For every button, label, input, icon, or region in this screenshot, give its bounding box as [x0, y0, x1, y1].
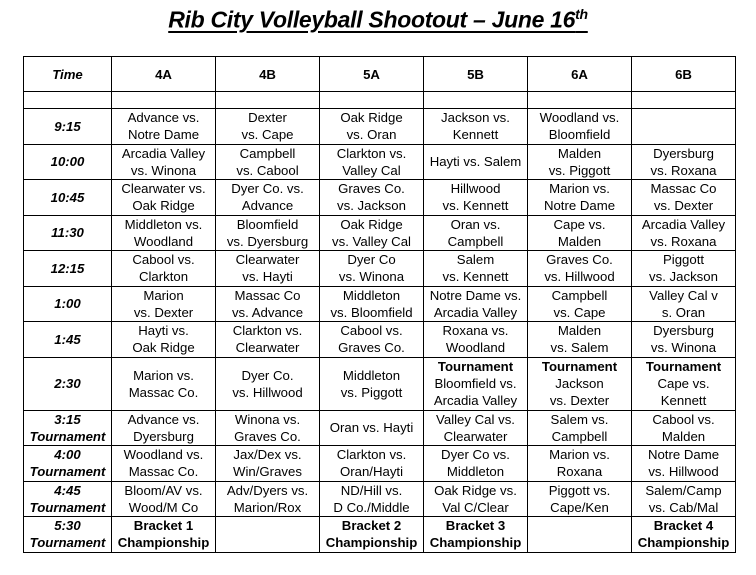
- page-title: [0, 6, 756, 34]
- header-5a: 5A: [320, 57, 424, 92]
- match-cell-5a: [320, 180, 424, 216]
- spacer-cell: [112, 92, 216, 109]
- match-text: Notre Dame: [647, 447, 720, 463]
- match-text: Dyersburg: [653, 145, 714, 161]
- match-text: Dyersburg: [653, 323, 714, 339]
- match-text: D Co./Middle: [333, 499, 410, 515]
- match-cell-5a: [320, 286, 424, 322]
- time-cell: [24, 481, 112, 517]
- match-text: Championship: [117, 535, 210, 551]
- match-text: Tournament: [541, 359, 618, 374]
- match-text: Jackson vs.: [441, 110, 510, 126]
- match-text: Marion vs.: [133, 367, 194, 383]
- spacer-cell: [632, 92, 736, 109]
- match-cell-5a: [320, 517, 424, 553]
- schedule-row: [24, 357, 736, 410]
- match-text: Graves Co.: [546, 252, 613, 268]
- match-text: Salem: [456, 252, 495, 268]
- match-text: Arcadia Valley: [433, 393, 518, 408]
- match-text: vs. Jackson: [337, 198, 406, 214]
- time-label: 9:15: [54, 118, 81, 134]
- match-text: Woodland: [445, 340, 506, 356]
- match-text: vs. Hillwood: [232, 384, 303, 400]
- round-label: Tournament: [29, 499, 106, 515]
- match-text: Hillwood: [450, 181, 501, 197]
- match-text: Oak Ridge vs.: [434, 482, 517, 498]
- time-cell: [24, 322, 112, 358]
- match-cell-5b: [424, 446, 528, 482]
- match-text: Hayti vs.: [138, 323, 189, 339]
- match-text: Clearwater vs.: [121, 181, 206, 197]
- match-cell-6a: [528, 322, 632, 358]
- match-text: Dyer Co vs.: [441, 447, 510, 463]
- match-text: Oran vs.: [450, 216, 501, 232]
- match-text: Cabool vs.: [652, 411, 715, 427]
- match-cell-5a: [320, 251, 424, 287]
- match-text: Notre Dame vs.: [429, 287, 522, 303]
- match-text: Notre Dame: [543, 198, 616, 214]
- time-label: 4:00: [54, 447, 81, 463]
- match-cell-4b: [216, 180, 320, 216]
- match-text: Middleton: [342, 287, 401, 303]
- match-cell-6a: [528, 410, 632, 446]
- spacer-cell: [320, 92, 424, 109]
- match-text: Championship: [325, 535, 418, 551]
- match-text: Bracket 4: [653, 518, 714, 534]
- match-text: Winona vs.: [234, 411, 301, 427]
- match-cell-5b: [424, 144, 528, 180]
- match-text: Cape/Ken: [550, 499, 609, 515]
- match-text: Kennett: [660, 393, 707, 408]
- time-cell: [24, 251, 112, 287]
- time-label: 1:45: [54, 331, 81, 347]
- schedule-row: [24, 144, 736, 180]
- match-cell-5a: [320, 357, 424, 410]
- match-cell-4b: [216, 215, 320, 251]
- match-text: Middleton: [446, 464, 505, 480]
- match-text: Valley Cal: [342, 162, 401, 178]
- time-label: 4:45: [54, 482, 81, 498]
- match-text: Salem vs.: [550, 411, 609, 427]
- spacer-cell: [24, 92, 112, 109]
- match-cell-4b: [216, 517, 320, 553]
- match-text: Malden: [557, 233, 602, 249]
- match-text: vs. Cabool: [236, 162, 299, 178]
- match-cell-4b: [216, 410, 320, 446]
- match-text: vs. Roxana: [650, 233, 717, 249]
- match-text: Oak Ridge: [340, 216, 403, 232]
- match-text: Graves Co.: [234, 428, 301, 444]
- match-cell-5a: [320, 446, 424, 482]
- match-text: Malden: [557, 323, 602, 339]
- match-cell-6a: [528, 517, 632, 553]
- match-cell-5b: [424, 322, 528, 358]
- header-5b: 5B: [424, 57, 528, 92]
- match-text: vs. Advance: [231, 304, 304, 320]
- match-text: vs. Kennett: [442, 198, 509, 214]
- match-text: Notre Dame: [127, 127, 200, 143]
- match-text: vs. Valley Cal: [332, 233, 411, 249]
- match-text: vs. Hayti: [242, 269, 293, 285]
- time-cell: [24, 109, 112, 145]
- match-text: Graves Co.: [338, 340, 405, 356]
- match-text: Clearwater: [235, 252, 300, 268]
- match-text: vs. Dexter: [653, 198, 714, 214]
- match-cell-5b: [424, 357, 528, 410]
- match-text: Bracket 1: [133, 518, 194, 534]
- match-text: vs. Hillwood: [544, 269, 615, 285]
- match-text: Advance: [241, 198, 294, 214]
- match-text: Advance vs.: [127, 411, 200, 427]
- match-cell-6a: [528, 481, 632, 517]
- match-text: Valley Cal vs.: [436, 411, 515, 427]
- title-superscript: th: [575, 6, 588, 22]
- match-cell-4a: [112, 357, 216, 410]
- time-label: 10:00: [50, 154, 85, 170]
- match-text: Roxana vs.: [442, 323, 509, 339]
- match-cell-4b: [216, 322, 320, 358]
- match-text: Dyer Co. vs.: [231, 181, 304, 197]
- match-text: vs. Cab/Mal: [648, 499, 719, 515]
- match-text: Oak Ridge: [132, 198, 195, 214]
- match-text: vs. Hillwood: [648, 464, 719, 480]
- match-text: Dexter: [248, 110, 287, 126]
- match-text: Jackson: [555, 376, 604, 391]
- match-text: Clarkton vs.: [336, 145, 407, 161]
- match-cell-5b: [424, 251, 528, 287]
- match-cell-6b: [632, 180, 736, 216]
- match-cell-6a: [528, 109, 632, 145]
- match-cell-4a: [112, 109, 216, 145]
- match-text: Tournament: [645, 359, 722, 374]
- match-text: Cape vs.: [553, 216, 606, 232]
- match-text: Oran vs. Hayti: [329, 420, 414, 436]
- match-text: Marion: [143, 287, 184, 303]
- schedule-row: [24, 215, 736, 251]
- match-text: Clearwater: [235, 340, 300, 356]
- round-label: Tournament: [29, 464, 106, 480]
- match-cell-4b: [216, 144, 320, 180]
- match-text: Cabool vs.: [340, 323, 403, 339]
- match-text: Dyer Co.: [241, 367, 294, 383]
- match-text: Woodland vs.: [123, 447, 204, 463]
- match-cell-6b: [632, 144, 736, 180]
- match-text: Massac Co: [650, 181, 717, 197]
- match-text: Oran/Hayti: [339, 464, 404, 480]
- match-cell-5b: [424, 517, 528, 553]
- match-cell-4b: [216, 481, 320, 517]
- match-text: vs. Dyersburg: [226, 233, 309, 249]
- match-cell-6b: [632, 517, 736, 553]
- time-cell: [24, 410, 112, 446]
- match-text: Arcadia Valley: [641, 216, 726, 232]
- match-text: Hayti vs. Salem: [429, 154, 522, 170]
- spacer-cell: [528, 92, 632, 109]
- match-text: Win/Graves: [233, 464, 302, 480]
- match-text: Campbell: [551, 428, 608, 444]
- match-text: Salem/Camp: [645, 482, 722, 498]
- match-text: vs. Jackson: [649, 269, 718, 285]
- round-label: Tournament: [29, 428, 106, 444]
- match-text: Bloomfield vs.: [434, 376, 517, 391]
- match-cell-6b: [632, 322, 736, 358]
- match-text: Woodland vs.: [539, 110, 620, 126]
- time-cell: [24, 517, 112, 553]
- match-cell-4a: [112, 286, 216, 322]
- time-cell: [24, 446, 112, 482]
- match-text: Bloomfield: [236, 216, 299, 232]
- match-text: Dyersburg: [133, 428, 194, 444]
- match-text: vs. Bloomfield: [330, 304, 413, 320]
- header-time: Time: [24, 57, 112, 92]
- match-text: Marion/Rox: [233, 499, 302, 515]
- match-text: Middleton: [342, 367, 401, 383]
- spacer-row: [24, 92, 736, 109]
- match-cell-6b: [632, 251, 736, 287]
- match-text: Championship: [429, 535, 522, 551]
- time-label: 10:45: [50, 189, 85, 205]
- match-cell-6b: [632, 446, 736, 482]
- time-label: 5:30: [54, 518, 81, 534]
- match-cell-4b: [216, 357, 320, 410]
- match-text: Roxana: [556, 464, 603, 480]
- match-cell-4a: [112, 410, 216, 446]
- match-text: Clarkton: [138, 269, 189, 285]
- round-label: Tournament: [29, 535, 106, 551]
- match-cell-5a: [320, 322, 424, 358]
- match-text: Campbell: [551, 287, 608, 303]
- match-cell-6a: [528, 357, 632, 410]
- match-cell-6a: [528, 446, 632, 482]
- match-cell-4a: [112, 215, 216, 251]
- match-cell-4a: [112, 251, 216, 287]
- title-text: Rib City Volleyball Shootout – June 16: [168, 6, 576, 33]
- time-label: 11:30: [51, 225, 84, 241]
- spacer-cell: [216, 92, 320, 109]
- schedule-row: [24, 481, 736, 517]
- match-text: Arcadia Valley: [433, 304, 518, 320]
- match-text: Tournament: [437, 359, 514, 374]
- match-text: vs. Cape: [241, 127, 294, 143]
- match-text: ND/Hill vs.: [340, 482, 403, 498]
- match-text: Campbell: [447, 233, 504, 249]
- match-cell-5b: [424, 481, 528, 517]
- match-text: vs. Salem: [550, 340, 609, 356]
- schedule-row: [24, 251, 736, 287]
- match-text: Middleton vs.: [124, 216, 203, 232]
- header-6b: 6B: [632, 57, 736, 92]
- match-text: vs. Roxana: [650, 162, 717, 178]
- match-cell-4a: [112, 446, 216, 482]
- match-text: Bloomfield: [548, 127, 611, 143]
- schedule-row: [24, 180, 736, 216]
- time-cell: [24, 357, 112, 410]
- time-cell: [24, 144, 112, 180]
- match-cell-4a: [112, 322, 216, 358]
- match-cell-6b: [632, 410, 736, 446]
- match-text: vs. Winona: [338, 269, 405, 285]
- time-label: 2:30: [54, 376, 81, 391]
- match-text: Massac Co.: [128, 384, 199, 400]
- match-cell-6a: [528, 215, 632, 251]
- schedule-row: [24, 109, 736, 145]
- match-text: Marion vs.: [549, 447, 610, 463]
- match-cell-6b: [632, 286, 736, 322]
- time-label: 12:15: [50, 260, 85, 276]
- match-text: s. Oran: [661, 304, 706, 320]
- match-cell-6a: [528, 144, 632, 180]
- match-text: vs. Piggott: [340, 384, 403, 400]
- match-text: Clarkton vs.: [336, 447, 407, 463]
- match-text: Val C/Clear: [442, 499, 509, 515]
- match-text: Wood/M Co: [128, 499, 199, 515]
- match-cell-5a: [320, 109, 424, 145]
- schedule-row: [24, 410, 736, 446]
- match-cell-4a: [112, 481, 216, 517]
- match-text: vs. Cape: [553, 304, 606, 320]
- match-text: Oak Ridge: [132, 340, 195, 356]
- schedule-row: [24, 286, 736, 322]
- match-text: Bracket 2: [341, 518, 402, 534]
- match-cell-6a: [528, 180, 632, 216]
- match-text: Bloom/AV vs.: [124, 482, 203, 498]
- match-text: Dyer Co: [347, 252, 396, 268]
- match-cell-4a: [112, 180, 216, 216]
- match-cell-5b: [424, 109, 528, 145]
- spacer-cell: [424, 92, 528, 109]
- match-text: Woodland: [133, 233, 194, 249]
- header-row: [24, 57, 736, 92]
- match-cell-6b: [632, 109, 736, 145]
- time-cell: [24, 180, 112, 216]
- match-text: Adv/Dyers vs.: [226, 482, 309, 498]
- match-text: vs. Oran: [346, 127, 397, 143]
- match-cell-5a: [320, 481, 424, 517]
- time-cell: [24, 286, 112, 322]
- schedule-row: [24, 322, 736, 358]
- match-text: Massac Co: [234, 287, 301, 303]
- match-cell-5a: [320, 410, 424, 446]
- match-cell-4b: [216, 109, 320, 145]
- match-cell-5a: [320, 215, 424, 251]
- match-cell-5b: [424, 215, 528, 251]
- match-cell-5b: [424, 286, 528, 322]
- match-text: Marion vs.: [549, 181, 610, 197]
- match-text: Kennett: [452, 127, 499, 143]
- match-cell-6a: [528, 251, 632, 287]
- match-text: Arcadia Valley: [121, 145, 206, 161]
- match-text: Cabool vs.: [132, 252, 195, 268]
- match-text: vs. Piggott: [548, 162, 611, 178]
- match-text: Oak Ridge: [340, 110, 403, 126]
- match-text: Bracket 3: [445, 518, 506, 534]
- time-label: 1:00: [54, 296, 81, 312]
- time-cell: [24, 215, 112, 251]
- time-label: 3:15: [54, 411, 81, 427]
- header-6a: 6A: [528, 57, 632, 92]
- match-cell-4b: [216, 251, 320, 287]
- match-text: Massac Co.: [128, 464, 199, 480]
- match-cell-5a: [320, 144, 424, 180]
- match-cell-4b: [216, 446, 320, 482]
- match-text: Malden: [661, 428, 706, 444]
- match-text: Graves Co.: [338, 181, 405, 197]
- match-text: Jax/Dex vs.: [233, 447, 302, 463]
- match-cell-6b: [632, 481, 736, 517]
- match-cell-4a: [112, 517, 216, 553]
- match-text: vs. Dexter: [133, 304, 194, 320]
- match-text: Clarkton vs.: [232, 323, 303, 339]
- match-cell-4a: [112, 144, 216, 180]
- match-text: Clearwater: [443, 428, 508, 444]
- match-text: vs. Dexter: [549, 393, 610, 408]
- match-cell-5b: [424, 410, 528, 446]
- match-text: Championship: [637, 535, 730, 551]
- match-cell-5b: [424, 180, 528, 216]
- match-text: Campbell: [239, 145, 296, 161]
- schedule-row: [24, 517, 736, 553]
- match-cell-6a: [528, 286, 632, 322]
- match-text: Piggott vs.: [548, 482, 611, 498]
- match-text: Malden: [557, 145, 602, 161]
- match-text: Piggott: [662, 252, 705, 268]
- match-text: vs. Winona: [130, 162, 197, 178]
- schedule-table: [23, 56, 736, 553]
- match-text: Advance vs.: [127, 110, 200, 126]
- match-text: Valley Cal v: [649, 287, 718, 303]
- match-text: vs. Winona: [650, 340, 717, 356]
- match-text: Cape vs.: [657, 376, 710, 391]
- header-4b: 4B: [216, 57, 320, 92]
- match-cell-6b: [632, 357, 736, 410]
- match-cell-6b: [632, 215, 736, 251]
- header-4a: 4A: [112, 57, 216, 92]
- match-cell-4b: [216, 286, 320, 322]
- schedule-row: [24, 446, 736, 482]
- match-text: vs. Kennett: [442, 269, 509, 285]
